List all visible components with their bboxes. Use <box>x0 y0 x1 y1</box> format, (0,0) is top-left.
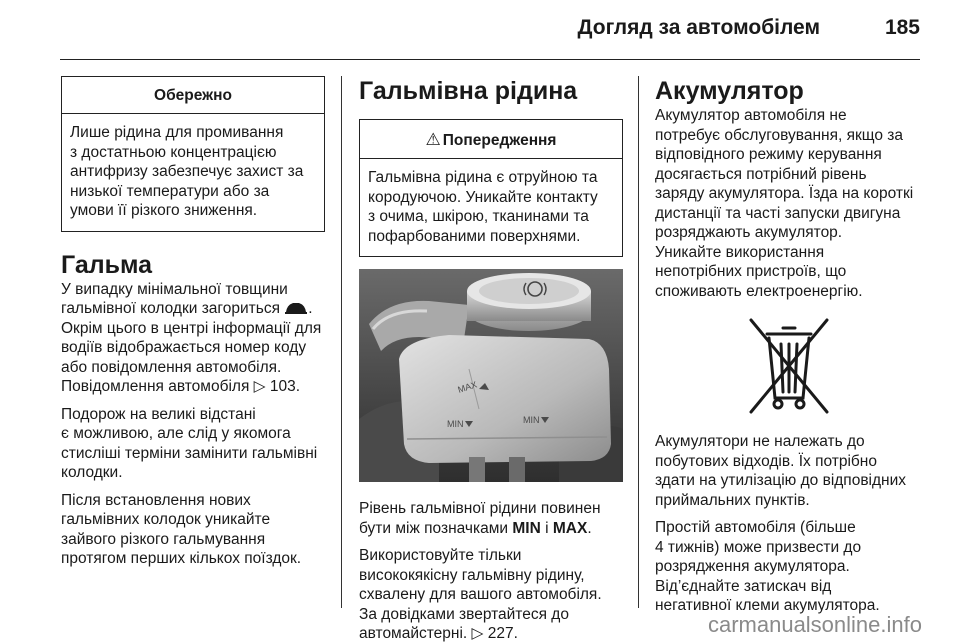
text-line: негативної клеми акумулятора. <box>655 597 880 614</box>
text-line: розряджають акумулятор. <box>655 224 843 241</box>
text-line: потребує обслуговування, якщо за <box>655 126 903 144</box>
section-heading-battery: Акумулятор <box>655 77 804 105</box>
text-line: антифризу забезпечує захист за <box>70 163 304 180</box>
text-line: відповідного режиму керування <box>655 146 882 163</box>
text-line: заряду акумулятора. Їздa на короткі <box>655 185 914 202</box>
text-line: приймальних пунктів. <box>655 491 810 509</box>
warning-header <box>360 120 622 159</box>
crossed-out-bin-icon <box>745 314 833 418</box>
column-1 <box>61 76 325 569</box>
text-line: Після встановлення нових <box>61 491 251 509</box>
page-ref-arrow-icon: ▷ <box>253 378 266 395</box>
section-heading-brakes: Гальма <box>61 250 153 279</box>
text-line: Лише рідина для промивання <box>70 124 284 141</box>
column-divider <box>638 76 639 608</box>
paragraph <box>61 280 325 397</box>
page-number: 185 <box>884 16 920 39</box>
text-line: або повідомлення автомобіля. <box>61 358 282 376</box>
warning-text <box>360 159 622 256</box>
text-line: У випадку мінімальної товщини <box>61 280 288 298</box>
text-fragment: і <box>545 519 549 537</box>
text-line: схвалену для вашого автомобіля. <box>359 586 602 603</box>
page-ref-link[interactable]: 103. <box>269 378 301 395</box>
text-line: Окрім цього в центрі інформації для <box>61 319 322 337</box>
paragraph <box>359 546 623 644</box>
warning-title: Попередження <box>442 132 557 149</box>
text-line: розрядження акумулятора. <box>655 558 850 575</box>
min-level-label-left: MIN <box>447 419 464 429</box>
paragraph <box>61 491 325 569</box>
header-divider <box>60 59 920 60</box>
text-line: колодки. <box>61 464 123 481</box>
caution-text <box>62 114 324 231</box>
text-line: Використовуйте тільки <box>359 547 522 564</box>
text-line: Від’єднайте затискач від <box>655 577 832 595</box>
paragraph <box>655 432 923 510</box>
text-line: Рівень гальмівної рідини повинен <box>359 500 601 517</box>
paragraph <box>61 405 325 483</box>
text-line: За довідками звертайтеся до <box>359 605 569 623</box>
text-line: зайвого різкого гальмування <box>61 530 266 548</box>
page-ref-arrow-icon: ▷ <box>471 625 484 642</box>
text-line: 4 тижнів) може призвести до <box>655 538 862 556</box>
warning-box <box>359 119 623 257</box>
paragraph <box>655 106 923 301</box>
paragraph <box>359 499 623 538</box>
text-line: гальмівної колодки загориться <box>61 300 280 317</box>
text-fragment: . <box>587 519 592 537</box>
text-line: Акумулятори не належать до <box>655 433 865 450</box>
brake-pad-warning-icon <box>284 301 308 315</box>
min-level-label-right: MIN <box>523 415 540 425</box>
text-line: умови її різкого зниження. <box>70 202 258 219</box>
text-line: низької температури або за <box>70 182 270 200</box>
min-mark-label: MIN <box>512 519 541 537</box>
brake-fluid-reservoir-photo <box>359 269 623 482</box>
paragraph <box>655 518 923 616</box>
caution-title: Обережно <box>62 77 324 114</box>
column-3 <box>655 76 923 616</box>
text-fragment: . <box>308 300 313 317</box>
text-line: пофарбованими поверхнями. <box>368 227 581 245</box>
page-header-title: Догляд за автомобілем <box>577 16 820 39</box>
text-line: Акумулятор автомобіля не <box>655 107 847 124</box>
column-divider <box>341 76 342 608</box>
text-line: кородуючою. Уникайте контакту <box>368 188 598 206</box>
caution-box <box>61 76 325 232</box>
text-line: гальмівних колодок уникайте <box>61 511 271 528</box>
text-line: дистанції та часті запуски двигуна <box>655 204 901 222</box>
text-line: Гальмівна рідина є отруйною та <box>368 169 598 186</box>
text-line: з очима, шкірою, тканинами та <box>368 208 589 225</box>
text-line: непотрібних пристроїв, що <box>655 263 847 280</box>
text-line: є можливою, але слід у якомога <box>61 425 291 442</box>
text-line: автомайстерні. <box>359 625 468 642</box>
text-line: протягом перших кількох поїздок. <box>61 550 302 567</box>
text-line: Повідомлення автомобіля <box>61 378 250 395</box>
page-ref-link[interactable]: 227. <box>487 625 518 642</box>
text-line: висококякісну гальмівну рідину, <box>359 566 585 584</box>
text-line: досягається потрібний рівень <box>655 165 867 183</box>
section-heading-brake-fluid: Гальмівна рідина <box>359 77 578 105</box>
text-line: Простій автомобіля (більше <box>655 519 856 536</box>
text-line: з достатньою концентрацією <box>70 143 277 161</box>
max-level-label: MAX <box>456 379 479 395</box>
text-line: Подорож на великі відстані <box>61 405 256 423</box>
text-line: побутових відходів. Їх потрібно <box>655 452 877 470</box>
text-line: споживають електроенергію. <box>655 282 863 300</box>
warning-triangle-icon: ⚠ <box>425 130 441 149</box>
text-line: стисліші терміни замінити гальмівні <box>61 444 318 462</box>
max-mark-label: MAX <box>552 519 588 537</box>
column-2 <box>359 76 623 644</box>
text-line: бути між позначками <box>359 519 509 537</box>
text-line: Уникайте використання <box>655 243 825 261</box>
text-line: водіїв відображається номер коду <box>61 339 307 356</box>
watermark: carmanualsonline.info <box>707 612 922 637</box>
text-line: здати на утилізацію до відповідних <box>655 472 907 489</box>
